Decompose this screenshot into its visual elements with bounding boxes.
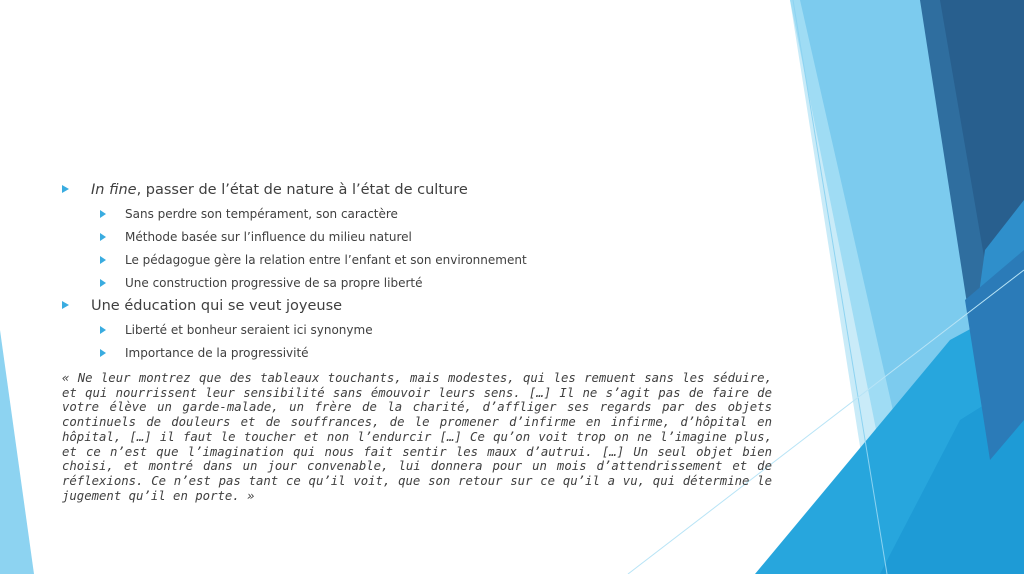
bullet-level1 <box>62 180 782 204</box>
bullet-level1 <box>62 296 782 320</box>
bullet-arrow-icon <box>62 185 69 193</box>
bullet-arrow-icon <box>62 301 69 309</box>
left-facet <box>0 330 34 574</box>
bullet-level2 <box>62 273 782 296</box>
bullet-text: Une éducation qui se veut joyeuse <box>91 298 343 314</box>
bullet-level2 <box>62 227 782 250</box>
quote-paragraph: « Ne leur montrez que des tableaux touchants, mais modestes, qui les remuent sans les séduire, et qui nourrissent leur sensibilité sans émouvoir leurs sens. […] Il ne s’agit pas de faire de votre élève un garde-malade, un frère de la charité, d’affliger ses regards par des objets continuels de douleurs et de souffrances, de le promener d’infirme en infirme, d’hôpital en hôpital, […] il faut le toucher et non l’endurcir […] Ce qu’on voit trop on ne l’imagine plus, et ce n’est que l’imagination qui nous fait sentir les maux d’autrui. […] Un seul objet bien choisi, et montré dans un jour convenable, lui donnera pour un mois d’attendrissement et de réflexions. Ce n’est pas tant ce qu’il voit, que son retour sur ce qu’il a vu, qui détermine le jugement qu’il en porte. » <box>62 371 772 503</box>
bullet-level2 <box>62 343 782 366</box>
bullet-level2 <box>62 204 782 227</box>
bullet-level2 <box>62 320 782 343</box>
bullet-text: Méthode basée sur l’influence du milieu naturel <box>125 230 412 244</box>
bullet-arrow-icon <box>100 233 106 241</box>
bullet-text: Le pédagogue gère la relation entre l’enfant et son environnement <box>125 253 527 267</box>
bullet-text: , passer de l’état de nature à l’état de culture <box>136 182 468 198</box>
bullet-list <box>62 180 782 366</box>
bullet-level2 <box>62 250 782 273</box>
bullet-text: Une construction progressive de sa propre liberté <box>125 276 423 290</box>
bullet-text: Importance de la progressivité <box>125 346 309 360</box>
bullet-arrow-icon <box>100 210 106 218</box>
bullet-arrow-icon <box>100 349 106 357</box>
bullet-arrow-icon <box>100 279 106 287</box>
bullet-emphasis: In fine <box>91 182 137 198</box>
bullet-text: Liberté et bonheur seraient ici synonyme <box>125 323 373 337</box>
bullet-text: Sans perdre son tempérament, son caractère <box>125 207 398 221</box>
bullet-arrow-icon <box>100 326 106 334</box>
bullet-arrow-icon <box>100 256 106 264</box>
